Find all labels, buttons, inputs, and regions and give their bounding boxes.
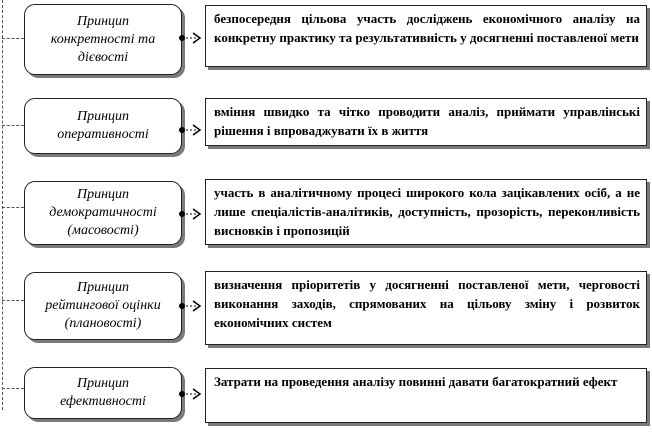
- row-2-branch-line: [2, 125, 24, 126]
- description-box-2: вміння швидко та чітко проводити аналіз, приймати управлінські рішення і впроваджувати їх в життя: [205, 98, 647, 146]
- row-5-branch-line: [2, 388, 24, 389]
- principle-box-2: Принцип оперативності: [24, 98, 182, 154]
- principle-box-3: Принцип демократичності (масовості): [24, 181, 182, 245]
- arrow-connector-1: [178, 32, 206, 44]
- description-box-3: участь в аналітичному процесі широкого кола зацікавлених осіб, а не лише спеціалістів-аналітиків, доступність, прозорість, переконливість висновків і пропозицій: [205, 179, 647, 245]
- principle-box-4: Принцип рейтингової оцінки (плановості): [24, 272, 182, 340]
- description-box-5: Затрати на проведення аналізу повинні давати багатократний ефект: [205, 368, 647, 423]
- arrow-connector-3: [178, 208, 206, 220]
- row-3-branch-line: [2, 207, 24, 208]
- left-dashed-trunk: [2, 0, 3, 410]
- description-box-1: безпосередня цільова участь досліджень економічного аналізу на конкретну практику та результативність у досягненні поставленої мети: [205, 5, 647, 67]
- arrow-connector-4: [178, 300, 206, 312]
- arrow-connector-5: [178, 388, 206, 400]
- principle-box-1: Принцип конкретності та дієвості: [24, 4, 182, 75]
- row-1-branch-line: [2, 38, 24, 39]
- arrow-connector-2: [178, 124, 206, 136]
- principle-box-5: Принцип ефективності: [24, 367, 182, 419]
- description-box-4: визначення пріоритетів у досягненні поставленої мети, черговості виконання заходів, спрямованих на цільову зміну і розвиток економічних систем: [205, 271, 647, 345]
- row-4-branch-line: [2, 300, 24, 301]
